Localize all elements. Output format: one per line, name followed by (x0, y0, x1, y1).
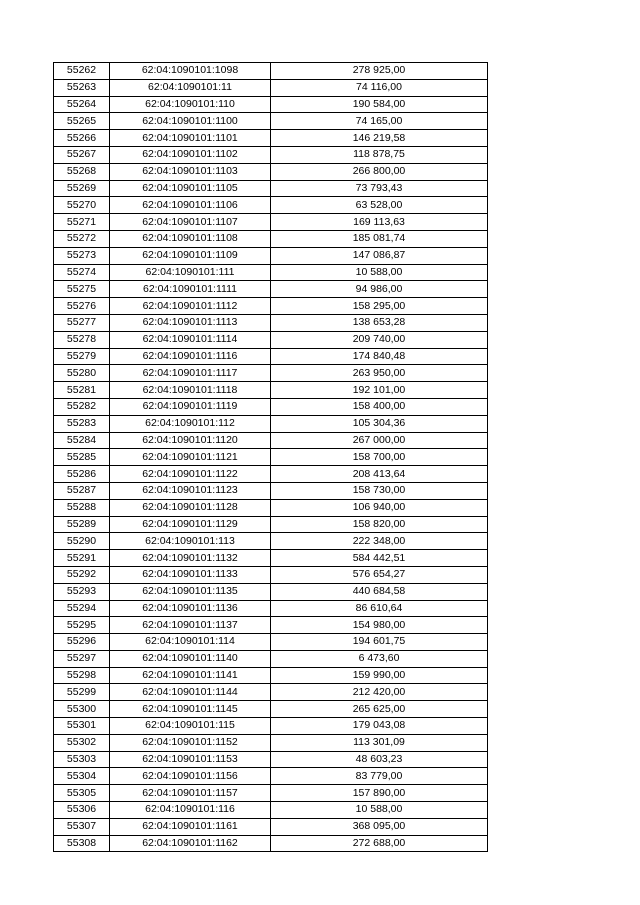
row-number-cell: 55300 (54, 701, 110, 718)
cadastral-number-cell: 62:04:1090101:1137 (110, 617, 271, 634)
row-number-cell: 55276 (54, 298, 110, 315)
row-number-cell: 55295 (54, 617, 110, 634)
table-row (54, 516, 488, 533)
cadastral-number-cell: 62:04:1090101:110 (110, 96, 271, 113)
row-number-cell: 55278 (54, 331, 110, 348)
table-row (54, 566, 488, 583)
cadastral-number-cell: 62:04:1090101:1102 (110, 146, 271, 163)
cadastral-number-cell: 62:04:1090101:1161 (110, 818, 271, 835)
row-number-cell: 55264 (54, 96, 110, 113)
row-number-cell: 55273 (54, 247, 110, 264)
cadastral-number-cell: 62:04:1090101:1119 (110, 398, 271, 415)
cadastral-value-cell: 10 588,00 (271, 264, 488, 281)
cadastral-value-cell: 208 413,64 (271, 466, 488, 483)
row-number-cell: 55281 (54, 382, 110, 399)
table-row (54, 482, 488, 499)
cadastral-number-cell: 62:04:1090101:1140 (110, 650, 271, 667)
cadastral-value-cell: 83 779,00 (271, 768, 488, 785)
cadastral-number-cell: 62:04:1090101:1122 (110, 466, 271, 483)
document-page (53, 62, 487, 852)
cadastral-value-cell: 118 878,75 (271, 146, 488, 163)
row-number-cell: 55268 (54, 163, 110, 180)
cadastral-value-cell: 74 165,00 (271, 113, 488, 130)
cadastral-number-cell: 62:04:1090101:112 (110, 415, 271, 432)
table-row (54, 331, 488, 348)
row-number-cell: 55285 (54, 449, 110, 466)
cadastral-number-cell: 62:04:1090101:1141 (110, 667, 271, 684)
cadastral-value-cell: 48 603,23 (271, 751, 488, 768)
row-number-cell: 55269 (54, 180, 110, 197)
cadastral-value-cell: 106 940,00 (271, 499, 488, 516)
table-row (54, 617, 488, 634)
table-row (54, 583, 488, 600)
table-row (54, 96, 488, 113)
cadastral-value-cell: 212 420,00 (271, 684, 488, 701)
cadastral-number-cell: 62:04:1090101:111 (110, 264, 271, 281)
table-row (54, 163, 488, 180)
row-number-cell: 55275 (54, 281, 110, 298)
cadastral-number-cell: 62:04:1090101:1098 (110, 63, 271, 80)
cadastral-number-cell: 62:04:1090101:115 (110, 718, 271, 735)
table-row (54, 466, 488, 483)
cadastral-value-table (53, 62, 488, 852)
table-row (54, 113, 488, 130)
table-row (54, 281, 488, 298)
table-row (54, 314, 488, 331)
table-row (54, 146, 488, 163)
cadastral-number-cell: 62:04:1090101:1106 (110, 197, 271, 214)
table-row (54, 63, 488, 80)
cadastral-value-cell: 158 400,00 (271, 398, 488, 415)
cadastral-value-cell: 6 473,60 (271, 650, 488, 667)
cadastral-number-cell: 62:04:1090101:1118 (110, 382, 271, 399)
row-number-cell: 55301 (54, 718, 110, 735)
table-row (54, 701, 488, 718)
cadastral-number-cell: 62:04:1090101:1135 (110, 583, 271, 600)
cadastral-number-cell: 62:04:1090101:116 (110, 802, 271, 819)
table-row (54, 180, 488, 197)
cadastral-number-cell: 62:04:1090101:1128 (110, 499, 271, 516)
cadastral-number-cell: 62:04:1090101:1145 (110, 701, 271, 718)
cadastral-value-cell: 10 588,00 (271, 802, 488, 819)
row-number-cell: 55296 (54, 634, 110, 651)
table-row (54, 214, 488, 231)
table-row (54, 734, 488, 751)
table-row (54, 802, 488, 819)
cadastral-number-cell: 62:04:1090101:1123 (110, 482, 271, 499)
table-row (54, 230, 488, 247)
row-number-cell: 55304 (54, 768, 110, 785)
row-number-cell: 55298 (54, 667, 110, 684)
cadastral-value-cell: 179 043,08 (271, 718, 488, 735)
table-row (54, 650, 488, 667)
row-number-cell: 55306 (54, 802, 110, 819)
row-number-cell: 55299 (54, 684, 110, 701)
row-number-cell: 55279 (54, 348, 110, 365)
cadastral-value-cell: 266 800,00 (271, 163, 488, 180)
cadastral-value-cell: 146 219,58 (271, 130, 488, 147)
row-number-cell: 55282 (54, 398, 110, 415)
row-number-cell: 55272 (54, 230, 110, 247)
row-number-cell: 55288 (54, 499, 110, 516)
cadastral-value-cell: 169 113,63 (271, 214, 488, 231)
cadastral-value-cell: 278 925,00 (271, 63, 488, 80)
cadastral-number-cell: 62:04:1090101:1116 (110, 348, 271, 365)
cadastral-value-cell: 158 820,00 (271, 516, 488, 533)
cadastral-value-cell: 440 684,58 (271, 583, 488, 600)
row-number-cell: 55266 (54, 130, 110, 147)
row-number-cell: 55291 (54, 550, 110, 567)
row-number-cell: 55305 (54, 785, 110, 802)
table-row (54, 499, 488, 516)
row-number-cell: 55286 (54, 466, 110, 483)
cadastral-number-cell: 62:04:1090101:1117 (110, 365, 271, 382)
table-row (54, 398, 488, 415)
table-body (54, 63, 488, 852)
table-row (54, 667, 488, 684)
table-row (54, 365, 488, 382)
table-row (54, 751, 488, 768)
table-row (54, 785, 488, 802)
cadastral-number-cell: 62:04:1090101:1111 (110, 281, 271, 298)
row-number-cell: 55262 (54, 63, 110, 80)
table-row (54, 432, 488, 449)
cadastral-value-cell: 154 980,00 (271, 617, 488, 634)
cadastral-value-cell: 368 095,00 (271, 818, 488, 835)
table-row (54, 818, 488, 835)
row-number-cell: 55265 (54, 113, 110, 130)
cadastral-number-cell: 62:04:1090101:1113 (110, 314, 271, 331)
cadastral-value-cell: 576 654,27 (271, 566, 488, 583)
row-number-cell: 55307 (54, 818, 110, 835)
cadastral-number-cell: 62:04:1090101:1157 (110, 785, 271, 802)
table-row (54, 130, 488, 147)
cadastral-value-cell: 113 301,09 (271, 734, 488, 751)
row-number-cell: 55277 (54, 314, 110, 331)
cadastral-value-cell: 147 086,87 (271, 247, 488, 264)
cadastral-number-cell: 62:04:1090101:1133 (110, 566, 271, 583)
row-number-cell: 55267 (54, 146, 110, 163)
table-row (54, 718, 488, 735)
row-number-cell: 55263 (54, 79, 110, 96)
row-number-cell: 55303 (54, 751, 110, 768)
cadastral-number-cell: 62:04:1090101:1162 (110, 835, 271, 852)
cadastral-number-cell: 62:04:1090101:1103 (110, 163, 271, 180)
row-number-cell: 55302 (54, 734, 110, 751)
row-number-cell: 55293 (54, 583, 110, 600)
row-number-cell: 55292 (54, 566, 110, 583)
cadastral-value-cell: 74 116,00 (271, 79, 488, 96)
cadastral-value-cell: 158 700,00 (271, 449, 488, 466)
cadastral-value-cell: 94 986,00 (271, 281, 488, 298)
cadastral-number-cell: 62:04:1090101:1114 (110, 331, 271, 348)
row-number-cell: 55297 (54, 650, 110, 667)
cadastral-value-cell: 185 081,74 (271, 230, 488, 247)
cadastral-number-cell: 62:04:1090101:1153 (110, 751, 271, 768)
cadastral-number-cell: 62:04:1090101:11 (110, 79, 271, 96)
cadastral-number-cell: 62:04:1090101:113 (110, 533, 271, 550)
table-row (54, 449, 488, 466)
cadastral-value-cell: 158 730,00 (271, 482, 488, 499)
cadastral-value-cell: 158 295,00 (271, 298, 488, 315)
row-number-cell: 55308 (54, 835, 110, 852)
cadastral-number-cell: 62:04:1090101:1112 (110, 298, 271, 315)
cadastral-value-cell: 105 304,36 (271, 415, 488, 432)
cadastral-number-cell: 62:04:1090101:1107 (110, 214, 271, 231)
table-row (54, 600, 488, 617)
cadastral-number-cell: 62:04:1090101:1101 (110, 130, 271, 147)
cadastral-value-cell: 209 740,00 (271, 331, 488, 348)
table-row (54, 197, 488, 214)
cadastral-number-cell: 62:04:1090101:1108 (110, 230, 271, 247)
cadastral-value-cell: 263 950,00 (271, 365, 488, 382)
cadastral-value-cell: 194 601,75 (271, 634, 488, 651)
cadastral-value-cell: 190 584,00 (271, 96, 488, 113)
table-row (54, 550, 488, 567)
cadastral-number-cell: 62:04:1090101:114 (110, 634, 271, 651)
cadastral-number-cell: 62:04:1090101:1129 (110, 516, 271, 533)
cadastral-value-cell: 272 688,00 (271, 835, 488, 852)
row-number-cell: 55284 (54, 432, 110, 449)
table-row (54, 348, 488, 365)
row-number-cell: 55287 (54, 482, 110, 499)
row-number-cell: 55271 (54, 214, 110, 231)
cadastral-number-cell: 62:04:1090101:1121 (110, 449, 271, 466)
table-row (54, 835, 488, 852)
cadastral-value-cell: 86 610,64 (271, 600, 488, 617)
table-row (54, 684, 488, 701)
table-row (54, 247, 488, 264)
cadastral-value-cell: 192 101,00 (271, 382, 488, 399)
cadastral-number-cell: 62:04:1090101:1152 (110, 734, 271, 751)
cadastral-value-cell: 73 793,43 (271, 180, 488, 197)
cadastral-number-cell: 62:04:1090101:1156 (110, 768, 271, 785)
row-number-cell: 55294 (54, 600, 110, 617)
cadastral-number-cell: 62:04:1090101:1144 (110, 684, 271, 701)
cadastral-value-cell: 222 348,00 (271, 533, 488, 550)
row-number-cell: 55290 (54, 533, 110, 550)
table-row (54, 533, 488, 550)
table-row (54, 634, 488, 651)
cadastral-value-cell: 267 000,00 (271, 432, 488, 449)
cadastral-number-cell: 62:04:1090101:1136 (110, 600, 271, 617)
table-row (54, 264, 488, 281)
table-row (54, 768, 488, 785)
cadastral-value-cell: 159 990,00 (271, 667, 488, 684)
cadastral-number-cell: 62:04:1090101:1132 (110, 550, 271, 567)
cadastral-number-cell: 62:04:1090101:1120 (110, 432, 271, 449)
cadastral-value-cell: 63 528,00 (271, 197, 488, 214)
row-number-cell: 55280 (54, 365, 110, 382)
cadastral-value-cell: 174 840,48 (271, 348, 488, 365)
table-row (54, 382, 488, 399)
cadastral-number-cell: 62:04:1090101:1100 (110, 113, 271, 130)
cadastral-value-cell: 584 442,51 (271, 550, 488, 567)
cadastral-value-cell: 265 625,00 (271, 701, 488, 718)
cadastral-number-cell: 62:04:1090101:1105 (110, 180, 271, 197)
row-number-cell: 55274 (54, 264, 110, 281)
table-row (54, 298, 488, 315)
cadastral-value-cell: 157 890,00 (271, 785, 488, 802)
cadastral-value-cell: 138 653,28 (271, 314, 488, 331)
table-row (54, 415, 488, 432)
row-number-cell: 55270 (54, 197, 110, 214)
table-row (54, 79, 488, 96)
row-number-cell: 55283 (54, 415, 110, 432)
row-number-cell: 55289 (54, 516, 110, 533)
cadastral-number-cell: 62:04:1090101:1109 (110, 247, 271, 264)
